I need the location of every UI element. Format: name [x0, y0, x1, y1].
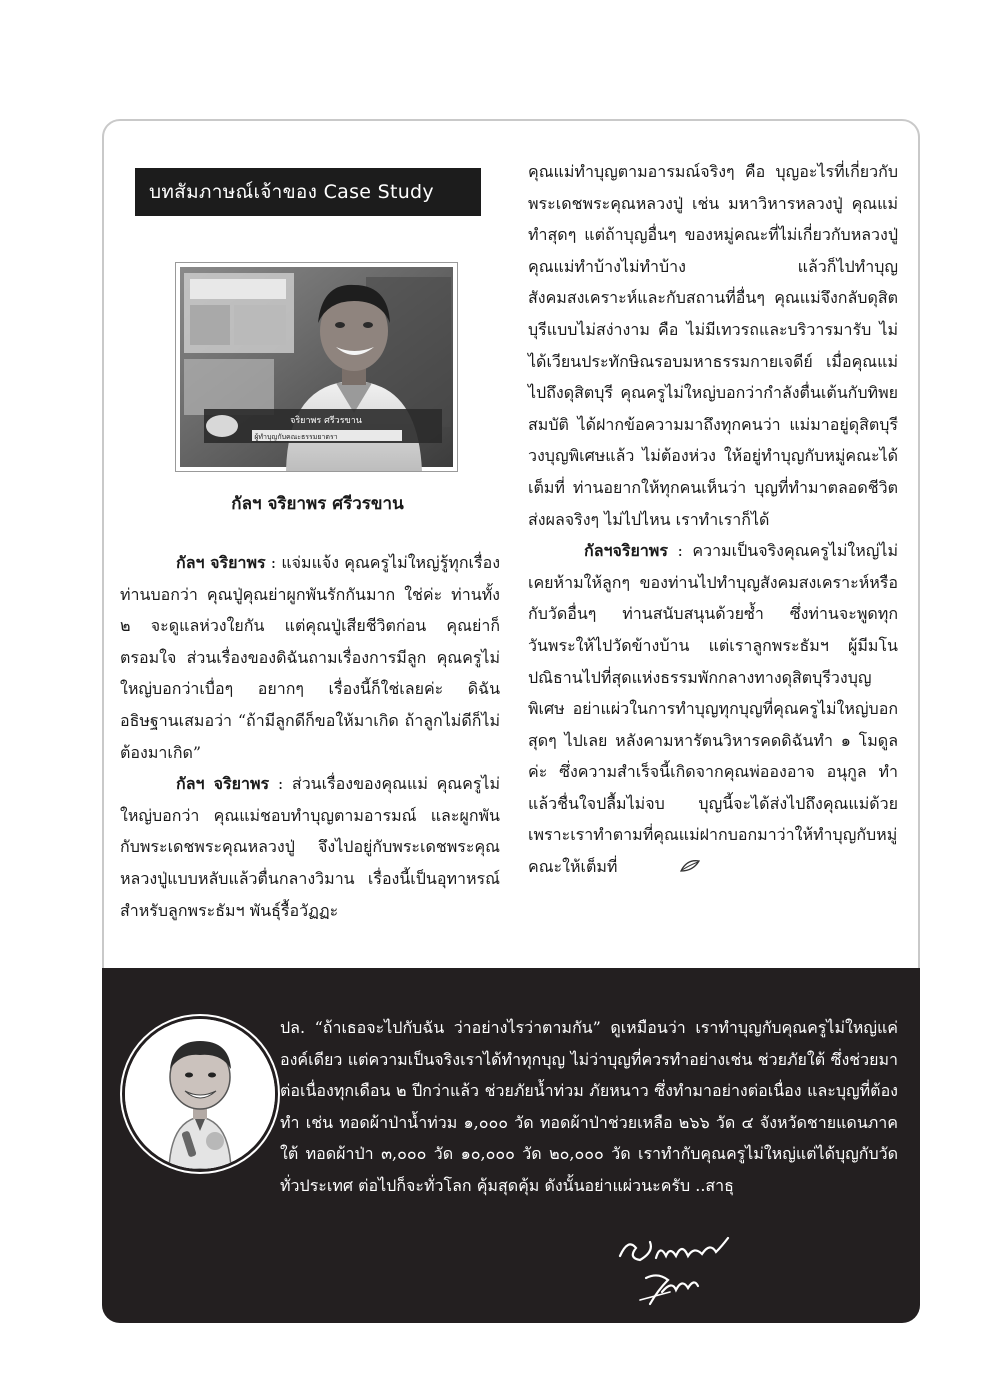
- left-paragraph-1: [120, 547, 500, 768]
- paragraph-text: : ความเป็นจริงคุณครูไม่ใหญ่ไม่เคยห้ามให้ลูกๆ ของท่านไปทำบุญสังคมสงเคราะห์หรือกับวัดอื่นๆ ท่านสนับสนุนด้วยซ้ำ ซึ่งท่านจะพูดทุกวันพระให้ไปวัดข้างบ้าน แต่เราลูกพระธัมฯ ผู้มีมโนปณิธานไปที่สุดแห่งธรรมพักกลางทางดุสิตบุรีวงบุญพิเศษ อย่าแผ่วในการทำบุญทุกบุญที่คุณครูไม่ใหญ่บอก สุดๆ ไปเลย หลังคามหารัตนวิหารคดดิฉันทำ ๑ โมดูลค่ะ ซึ่งความสำเร็จนี้เกิดจากคุณพ่อองอาจ อนุกูล ทำแล้วชื่นใจปลื้มไม่จบ บุญนี้จะได้ส่งไปถึงคุณแม่ด้วย เพราะเราทำตามที่คุณแม่ฝากบอกมาว่าให้ทำบุญกับหมู่คณะให้เต็มที่: [528, 541, 898, 877]
- caricature-avatar: [122, 1016, 278, 1172]
- left-paragraph-2: [120, 768, 500, 926]
- photo-overlay-name: จริยาพร ศรีวรขาน: [290, 416, 362, 426]
- footer-paragraph: ปล. “ถ้าเธอจะไปกับฉัน ว่าอย่างไรว่าตามกัน” ดูเหมือนว่า เราทำบุญกับคุณครูไม่ใหญ่แค่องค์เดียว แต่ความเป็นจริงเราได้ทำทุกบุญ ไม่ว่าบุญที่ควรทำอย่างเช่น ช่วยภัยใต้ ซึ่งช่วยมาต่อเนื่องทุกเดือน ๒ ปีกว่าแล้ว ช่วยภัยน้ำท่วม ภัยหนาว ซึ่งทำมาอย่างต่อเนื่อง และบุญที่ต้องทำ เช่น ทอดผ้าป่าน้ำท่วม ๑,๐๐๐ วัด ทอดผ้าป่าช่วยเหลือ ๒๖๖ วัด ๔ จังหวัดชายแดนภาคใต้ ทอดผ้าป่า ๓,๐๐๐ วัด ๑๐,๐๐๐ วัด ๒๐,๐๐๐ วัด เราทำกับคุณครูไม่ใหญ่แต่ได้บุญกับวัดทั่วประเทศ ต่อไปก็จะทั่วโลก คุ้มสุดคุ้ม ดังนั้นอย่าแผ่วนะครับ ..สาธุ: [280, 1018, 898, 1195]
- leaf-end-mark-icon: [623, 852, 701, 884]
- handwritten-signature: [610, 1232, 740, 1312]
- section-heading: บทสัมภาษณ์เจ้าของ Case Study: [135, 168, 481, 216]
- speaker-label: กัลฯ จริยาพร: [176, 553, 266, 572]
- right-paragraph-2: [528, 535, 898, 883]
- speaker-label: กัลฯจริยาพร: [584, 541, 668, 561]
- interview-photo: [175, 262, 458, 472]
- footer-note: [280, 1012, 898, 1201]
- photo-overlay-subtitle: ผู้ทำบุญกับคณะธรรมยาตรา: [254, 433, 338, 441]
- left-column: [120, 547, 500, 926]
- photo-caption: กัลฯ จริยาพร ศรีวรขาน: [231, 494, 404, 514]
- right-paragraph-1: คุณแม่ทำบุญตามอารมณ์จริงๆ คือ บุญอะไรที่เกี่ยวกับพระเดชพระคุณหลวงปู่ เช่น มหาวิหารหลวงปู่ คุณแม่ทำสุดๆ แต่ถ้าบุญอื่นๆ ของหมู่คณะที่ไม่เกี่ยวกับหลวงปู่คุณแม่ทำบ้างไม่ทำบ้าง แล้วก็ไปทำบุญสังคมสงเคราะห์และกับสถานที่อื่นๆ คุณแม่จึงกลับดุสิตบุรีแบบไม่สง่างาม คือ ไม่มีเทวรถและบริวารมารับ ไม่ได้เวียนประทักษิณรอบมหาธรรมกายเจดีย์ เมื่อคุณแม่ไปถึงดุสิตบุรี คุณครูไม่ใหญ่บอกว่ากำลังตื่นเต้นกับทิพยสมบัติ ได้ฝากข้อความมาถึงทุกคนว่า แม่มาอยู่ดุสิตบุรี วงบุญพิเศษแล้ว ไม่ต้องห่วง ให้อยู่ทำบุญกับหมู่คณะได้เต็มที่ ท่านอยากให้ทุกคนเห็นว่า บุญที่ทำมาตลอดชีวิตส่งผลจริงๆ ไม่ไปไหน เราทำเราก็ได้: [528, 162, 898, 529]
- right-column: [528, 156, 898, 883]
- speaker-label: กัลฯ จริยาพร: [176, 774, 270, 794]
- paragraph-text: : แจ่มแจ้ง คุณครูไม่ใหญ่รู้ทุกเรื่อง ท่านบอกว่า คุณปู่คุณย่าผูกพันรักกันมาก ใช่ค่ะ ท่านทั้ง ๒ จะดูแลห่วงใยกัน แต่คุณปู่เสียชีวิตก่อน คุณย่าก็ตรอมใจ ส่วนเรื่องของดิฉันถามเรื่องการมีลูก คุณครูไม่ใหญ่บอกว่าเบื่อๆ อยากๆ เรื่องนี้ก็ใช่เลยค่ะ ดิฉันอธิษฐานเสมอว่า “ถ้ามีลูกดีก็ขอให้มาเกิด ถ้าลูกไม่ดีก็ไม่ต้องมาเกิด”: [120, 553, 501, 762]
- paragraph-text: : ส่วนเรื่องของคุณแม่ คุณครูไม่ใหญ่บอกว่า คุณแม่ชอบทำบุญตามอารมณ์ และผูกพันกับพระเดชพระคุณหลวงปู่ จึงไปอยู่กับพระเดชพระคุณหลวงปู่แบบหลับแล้วตื่นกลางวิมาน เรื่องนี้เป็นอุทาหรณ์สำหรับลูกพระธัมฯ พันธุ์รื้อวัฏฏะ: [120, 774, 501, 920]
